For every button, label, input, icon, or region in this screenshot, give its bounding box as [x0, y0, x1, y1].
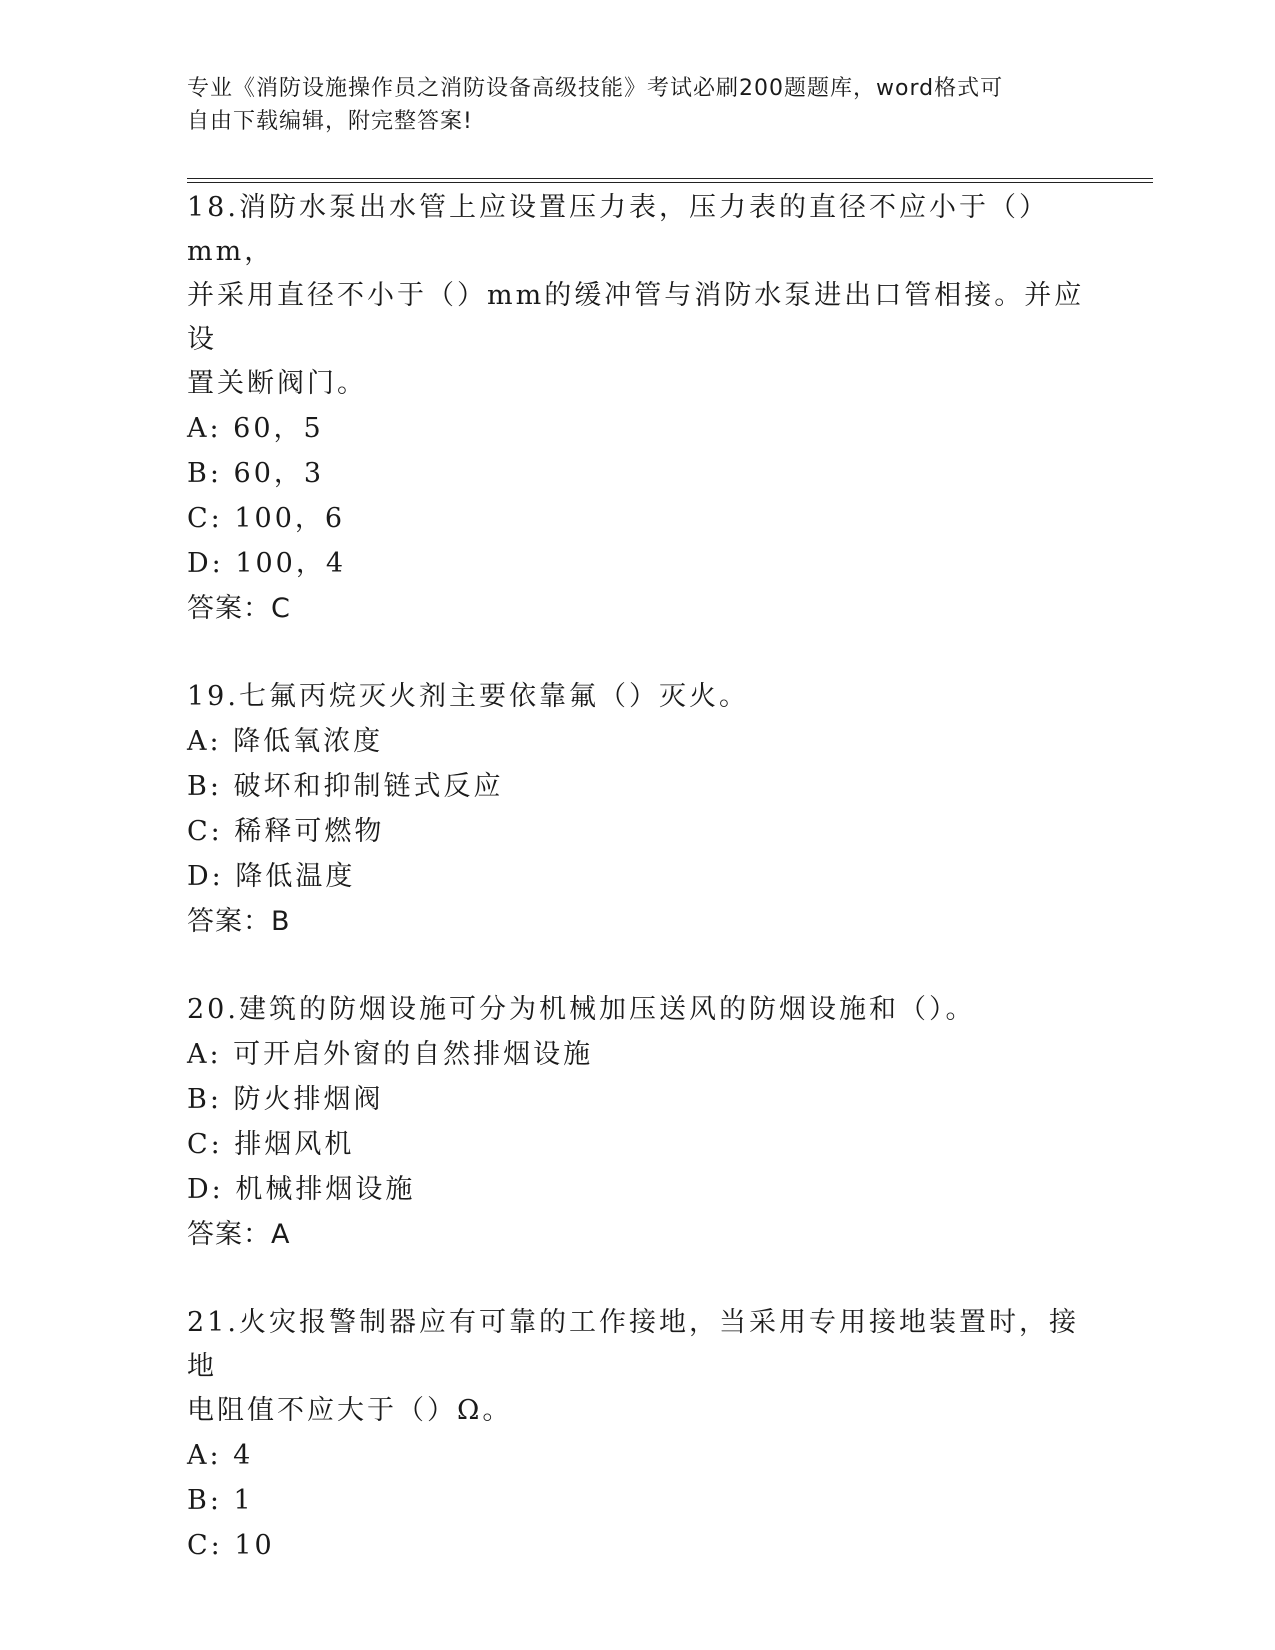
option-c: C: 100，6	[187, 503, 346, 534]
header-rule-thin	[187, 178, 1153, 179]
question-stem-line: 电阻值不应大于（）Ω。	[187, 1395, 513, 1426]
question-19	[187, 675, 1087, 944]
option-b: B: 破坏和抑制链式反应	[187, 771, 504, 802]
question-21	[187, 1301, 1087, 1568]
option-d: D: 机械排烟设施	[187, 1174, 416, 1205]
question-stem-line: 18.消防水泵出水管上应设置压力表，压力表的直径不应小于（）mm，	[187, 192, 1049, 267]
question-spacer	[187, 1257, 1087, 1301]
option-a: A: 60，5	[187, 413, 324, 444]
option-d: D: 100，4	[187, 548, 347, 579]
option-b: B: 1	[187, 1485, 254, 1516]
option-a: A: 4	[187, 1440, 254, 1471]
document-header	[187, 72, 1067, 138]
option-b: B: 60，3	[187, 458, 325, 489]
question-stem-line: 21.火灾报警制器应有可靠的工作接地，当采用专用接地装置时，接地	[187, 1307, 1079, 1382]
header-line-2: 自由下载编辑，附完整答案!	[187, 109, 473, 134]
question-spacer	[187, 944, 1087, 988]
answer-label: 答案：A	[187, 1219, 291, 1250]
option-a: A: 降低氧浓度	[187, 726, 384, 757]
question-stem-line: 19.七氟丙烷灭火剂主要依靠氟（）灭火。	[187, 681, 749, 712]
option-b: B: 防火排烟阀	[187, 1084, 384, 1115]
option-a: A: 可开启外窗的自然排烟设施	[187, 1039, 594, 1070]
question-list	[187, 186, 1087, 1568]
question-spacer	[187, 631, 1087, 675]
header-rule-thick	[187, 182, 1153, 183]
option-d: D: 降低温度	[187, 861, 356, 892]
option-c: C: 10	[187, 1530, 275, 1561]
option-c: C: 稀释可燃物	[187, 816, 385, 847]
answer-label: 答案：C	[187, 593, 291, 624]
option-c: C: 排烟风机	[187, 1129, 355, 1160]
question-20	[187, 988, 1087, 1257]
header-line-1: 专业《消防设施操作员之消防设备高级技能》考试必刷200题题库，word格式可	[187, 76, 1004, 101]
question-18	[187, 186, 1087, 631]
answer-label: 答案：B	[187, 906, 291, 937]
question-stem-line: 20.建筑的防烟设施可分为机械加压送风的防烟设施和（）。	[187, 994, 976, 1025]
question-stem-line: 置关断阀门。	[187, 368, 367, 399]
question-stem-line: 并采用直径不小于（）mm的缓冲管与消防水泵进出口管相接。并应设	[187, 280, 1085, 355]
